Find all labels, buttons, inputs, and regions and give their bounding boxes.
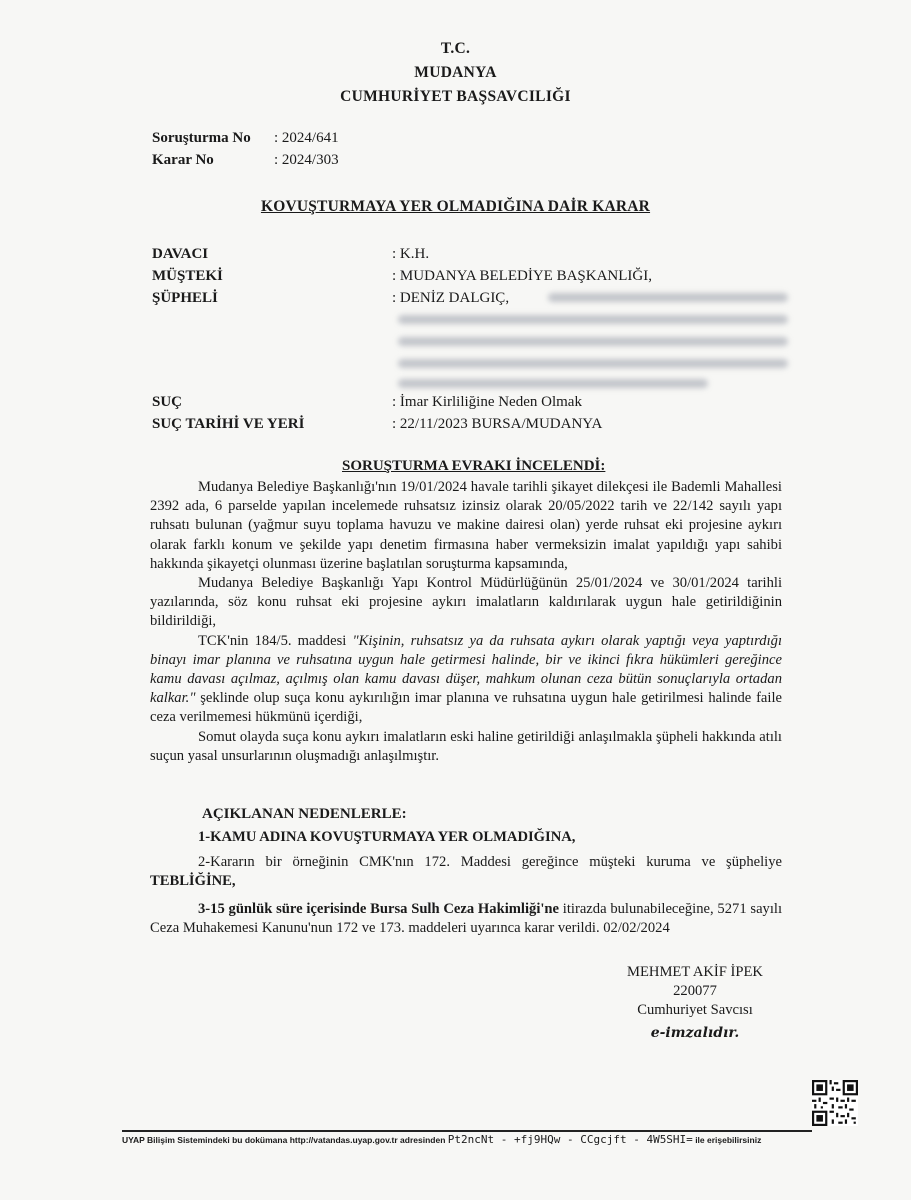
e-signature-mark: e-imzalıdır. (650, 1025, 740, 1041)
ruling-1: 1-KAMU ADINA KOVUŞTURMAYA YER OLMADIĞINA, (198, 829, 576, 845)
ruling-3-text: itirazda bulunabileceğine, 5271 sayılı Ceza Muhakemesi Kanunu'nun 172 ve 173. maddeleri uyarınca karar verildi. 02/02/2024 (150, 900, 783, 936)
qr-code-icon (812, 1080, 858, 1126)
section-reasons-heading: AÇIKLANAN NEDENLERLE: (202, 806, 407, 822)
footer-tail: ile erişebilirsiniz (695, 1135, 762, 1145)
paragraph-3-quote: "Kişinin, ruhsatsız ya da ruhsata aykırı olarak yaptığı veya yaptırdığı binayı imar planına ve ruhsatına uygun hale getirmesi halinde, bir ve ikinci fıkra hükümleri gereğince kamu davası açılmaz, açılmış olan kamu davası düşer, mahkum olunan ceza bütün sonuçlarıyla ortadan kalkar." (150, 632, 782, 707)
verification-code: Pt2ncNt - +fj9HQw - CCgcjft - 4W5SHI= (447, 1133, 693, 1146)
paragraph-3-intro: TCK'nin 184/5. maddesi (198, 632, 353, 649)
inquiry-number-row (152, 130, 339, 147)
paragraph-3 (150, 632, 782, 728)
paragraph-2: Mudanya Belediye Başkanlığı Yapı Kontrol Müdürlüğünün 25/01/2024 ve 30/01/2024 tarihli yazılarında, söz konu ruhsat eki projesine aykırı imalatların kaldırılarak uygun hale getirildiğinin bildirildiği, (150, 575, 782, 630)
paragraph-4: Somut olayda suça konu aykırı imalatların eski haline getirildiği anlaşılmakla şüpheli hakkında atılı suçun yasal unsurlarının oluşmadığı anlaşılmıştır. (150, 728, 782, 764)
ruling-2-text: 2-Kararın bir örneğinin CMK'nın 172. Maddesi gereğince müşteki kuruma ve şüpheliye (198, 854, 782, 871)
footer-verification (122, 1133, 761, 1146)
plaintiff-value: : K.H. (392, 246, 430, 262)
crime-date-label: SUÇ TARİHİ VE YERİ (152, 416, 305, 432)
complainant-value: : MUDANYA BELEDİYE BAŞKANLIĞI, (392, 268, 652, 284)
document-title: KOVUŞTURMAYA YER OLMADIĞINA DAİR KARAR (260, 198, 651, 215)
ruling-3-bold: 3-15 günlük süre içerisinde Bursa Sulh Ceza Hakimliği'ne (198, 900, 560, 917)
plaintiff-label: DAVACI (152, 246, 209, 262)
prosecutor-id: 220077 (673, 983, 717, 999)
paragraph-3-rest: şeklinde olup suça konu aykırılığın imar planına ve ruhsatına uygun hale getirilmesi halinde faile ceza verilmemesi hükmünü içerdiği, (150, 690, 782, 726)
header-district: MUDANYA (414, 64, 497, 81)
complainant-label: MÜŞTEKİ (152, 268, 223, 284)
suspect-label: ŞÜPHELİ (152, 290, 218, 306)
rulings (150, 828, 782, 938)
crime-date-value: : 22/11/2023 BURSA/MUDANYA (392, 416, 603, 432)
header-country: T.C. (440, 40, 471, 57)
footer-divider (122, 1130, 812, 1132)
ruling-2-bold: TEBLİĞİNE, (150, 873, 236, 890)
section-examined-heading: SORUŞTURMA EVRAKI İNCELENDİ: (342, 458, 606, 474)
prosecutor-title: Cumhuriyet Savcısı (637, 1002, 753, 1018)
decision-number-row (152, 152, 339, 169)
inquiry-number-value: : 2024/641 (274, 130, 339, 146)
inquiry-number-label: Soruşturma No (152, 130, 251, 146)
suspect-value: : DENİZ DALGIÇ, (392, 290, 510, 306)
decision-number-label: Karar No (152, 152, 214, 168)
ruling-2 (150, 853, 782, 891)
footer-text: UYAP Bilişim Sistemindeki bu dokümana http://vatandas.uyap.gov.tr adresinden (122, 1135, 446, 1145)
header-office: CUMHURİYET BAŞSAVCILIĞI (340, 88, 571, 105)
crime-label: SUÇ (152, 394, 183, 410)
body-paragraphs (150, 478, 782, 766)
paragraph-1: Mudanya Belediye Başkanlığı'nın 19/01/2024 havale tarihli şikayet dilekçesi ile Bademli Mahallesi 2392 ada, 6 parselde yapılan incelemede ruhsatsız izinsiz olarak 20/05/2022 tarih ve 22/142 sayılı yapı ruhsatı bulunan (yağmur suyu toplama havuzu ve makine dairesi olan) yerde ruhsat eki projesine aykırı olarak farklı konum ve şekilde yapı denetim firmasına haber vermeksizin imalat yapıldığı yapı sahibi hakkında şikayetçi olunması üzerine başlatılan soruşturma kapsamında, (150, 479, 782, 572)
prosecutor-name: MEHMET AKİF İPEK (627, 964, 763, 980)
decision-number-value: : 2024/303 (274, 152, 339, 168)
ruling-3 (150, 900, 782, 938)
signature-block (600, 963, 790, 1043)
crime-value: : İmar Kirliliğine Neden Olmak (392, 394, 582, 410)
